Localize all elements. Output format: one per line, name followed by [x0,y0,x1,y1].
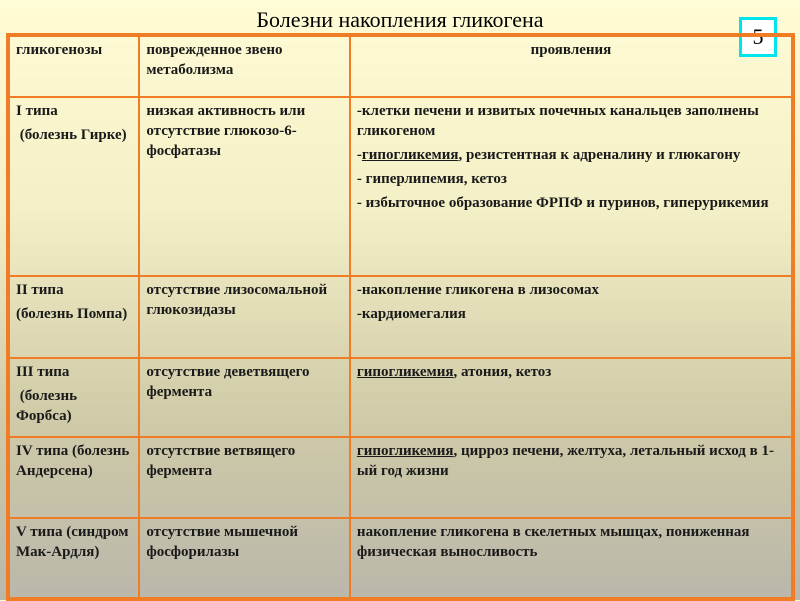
cell-manifestations [350,518,793,599]
manifestation-line [357,441,785,481]
type-line: III типа [16,364,70,380]
table-row [8,437,793,518]
slide-number-badge: 5 [739,17,777,57]
manifestation-text: , резистентная к адреналину и глюкагону [458,147,741,163]
type-line: (болезнь Помпа) [16,306,128,322]
table-row [8,97,793,276]
manifestation-text: -накопление гликогена в лизосомах [356,282,599,298]
manifestation-text: - гиперлипемия, кетоз [356,171,507,187]
cell-metabolic-defect: отсутствие деветвящего фермента [139,358,350,437]
glycogenosis-table [6,33,795,601]
manifestation-line [357,280,785,300]
type-line: V типа (синдром Мак-Ардля) [16,524,133,560]
type-line: (болезнь Гирке) [16,127,127,143]
cell-metabolic-defect: отсутствие ветвящего фермента [139,437,350,518]
table-row [8,276,793,358]
type-line: (болезнь Форбса) [16,388,81,424]
cell-manifestations [350,437,793,518]
manifestation-term-underlined: гипогликемия [356,364,454,380]
manifestation-line [357,522,785,562]
header-metabolic-defect: поврежденное звено метаболизма [139,35,350,97]
table-row [8,358,793,437]
manifestation-line [357,362,785,382]
manifestation-text: , цирроз печени, желтуха, летальный исход в 1-ый год жизни [356,443,774,479]
cell-glycogenosis-type [8,97,139,276]
cell-metabolic-defect: отсутствие лизосомальной глюкозидазы [139,276,350,358]
cell-glycogenosis-type [8,276,139,358]
cell-glycogenosis-type [8,358,139,437]
type-line: I типа [16,103,58,119]
slide-title: Болезни накопления гликогена [256,7,544,32]
manifestation-text: - [356,147,362,163]
cell-metabolic-defect: отсутствие мышечной фосфорилазы [139,518,350,599]
header-manifestations: проявления [350,35,793,97]
cell-glycogenosis-type [8,437,139,518]
cell-manifestations [350,97,793,276]
cell-manifestations [350,358,793,437]
manifestation-text: -клетки печени и извитых почечных канальцев заполнены гликогеном [356,103,759,139]
manifestation-text: -кардиомегалия [356,306,466,322]
cell-glycogenosis-type [8,518,139,599]
manifestation-line [357,304,785,324]
manifestation-term-underlined: гипогликемия [361,147,459,163]
manifestation-line [357,169,785,189]
type-line: II типа [16,282,64,298]
manifestation-term-underlined: гипогликемия [356,443,454,459]
header-glycogenoses: гликогенозы [8,35,139,97]
manifestation-line [357,193,785,213]
manifestation-line [357,101,785,141]
manifestation-line [357,145,785,165]
cell-metabolic-defect: низкая активность или отсутствие глюкозо-6-фосфатазы [139,97,350,276]
type-line: IV типа (болезнь Андерсена) [16,443,134,479]
table-header-row [8,35,793,97]
manifestation-text: , атония, кетоз [453,364,552,380]
table-row [8,518,793,599]
cell-manifestations [350,276,793,358]
manifestation-text: - избыточное образование ФРПФ и пуринов, гиперурикемия [356,195,769,211]
manifestation-text: накопление гликогена в скелетных мышцах, пониженная физическая выносливость [356,524,750,560]
